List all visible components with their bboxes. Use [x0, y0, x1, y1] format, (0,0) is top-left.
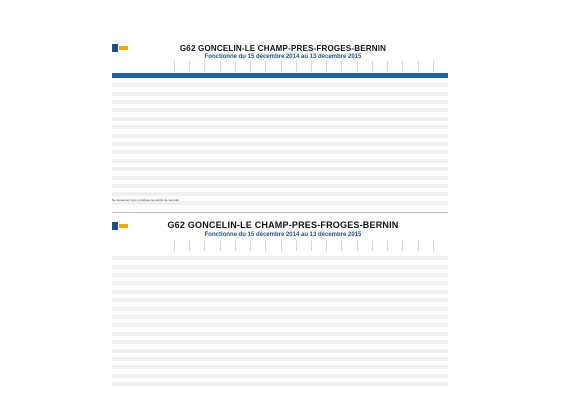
column-header-cell	[341, 61, 356, 72]
time-cell	[372, 382, 387, 386]
column-header-cell	[220, 61, 235, 72]
table-header	[112, 240, 448, 251]
column-header-cell	[235, 240, 250, 251]
time-cell	[341, 382, 356, 386]
time-cell	[235, 382, 250, 386]
column-header-cell	[433, 240, 448, 251]
table-header-bar	[112, 73, 448, 78]
column-header-cell	[341, 240, 356, 251]
column-header-cell	[174, 61, 189, 72]
time-cell	[265, 382, 280, 386]
time-cell	[387, 382, 402, 386]
time-cell	[357, 382, 372, 386]
column-header-cell	[265, 61, 280, 72]
column-header-cell	[326, 61, 341, 72]
timetable-subtitle-1: Fonctionne du 15 décembre 2014 au 13 décembre 2015	[204, 54, 362, 60]
timetable-subtitle-2: Fonctionne du 15 décembre 2014 au 13 décembre 2015	[204, 232, 362, 238]
column-header-cell	[296, 240, 311, 251]
column-header-cell	[387, 61, 402, 72]
column-header-cell	[281, 61, 296, 72]
column-header-cell	[189, 61, 204, 72]
timetable-title-1: G62 GONCELIN-LE CHAMP-PRES-FROGES-BERNIN	[179, 44, 387, 53]
time-cell	[250, 382, 265, 386]
table-header	[112, 61, 448, 72]
column-header-cell	[189, 240, 204, 251]
time-cell	[189, 382, 204, 386]
column-header-cell	[418, 240, 433, 251]
column-header-cell	[387, 240, 402, 251]
column-header-cell	[357, 61, 372, 72]
column-header-cell	[311, 61, 326, 72]
column-header-cell	[174, 240, 189, 251]
timetable-title-2: G62 GONCELIN-LE CHAMP-PRES-FROGES-BERNIN	[167, 220, 399, 230]
column-header-cell	[402, 240, 417, 251]
column-header-cell	[357, 240, 372, 251]
column-header-cell	[204, 61, 219, 72]
time-cell	[220, 382, 235, 386]
column-header-cell	[220, 240, 235, 251]
column-header-cell	[372, 61, 387, 72]
time-cell	[402, 382, 417, 386]
column-header-cell	[402, 61, 417, 72]
timetable-footnote: Ne desservez qu’en pratique les arrêts de sécurité	[112, 198, 179, 202]
column-header-cell	[204, 240, 219, 251]
section-divider	[112, 212, 448, 213]
time-cell	[204, 382, 219, 386]
column-header-cell	[281, 240, 296, 251]
time-cell	[326, 382, 341, 386]
column-header-cell	[250, 240, 265, 251]
column-header-cell	[326, 240, 341, 251]
time-cell	[433, 382, 448, 386]
column-header-cell	[265, 240, 280, 251]
time-cell	[296, 382, 311, 386]
time-cell	[174, 382, 189, 386]
time-cell	[311, 382, 326, 386]
column-header-cell	[418, 61, 433, 72]
column-header-cell	[311, 240, 326, 251]
column-header-cell	[372, 240, 387, 251]
time-cell	[418, 382, 433, 386]
column-header-cell	[433, 61, 448, 72]
time-cell	[281, 382, 296, 386]
column-header-cell	[250, 61, 265, 72]
stop-name-cell	[112, 382, 174, 386]
column-header-cell	[296, 61, 311, 72]
column-header-cell	[235, 61, 250, 72]
table-row	[112, 382, 448, 386]
